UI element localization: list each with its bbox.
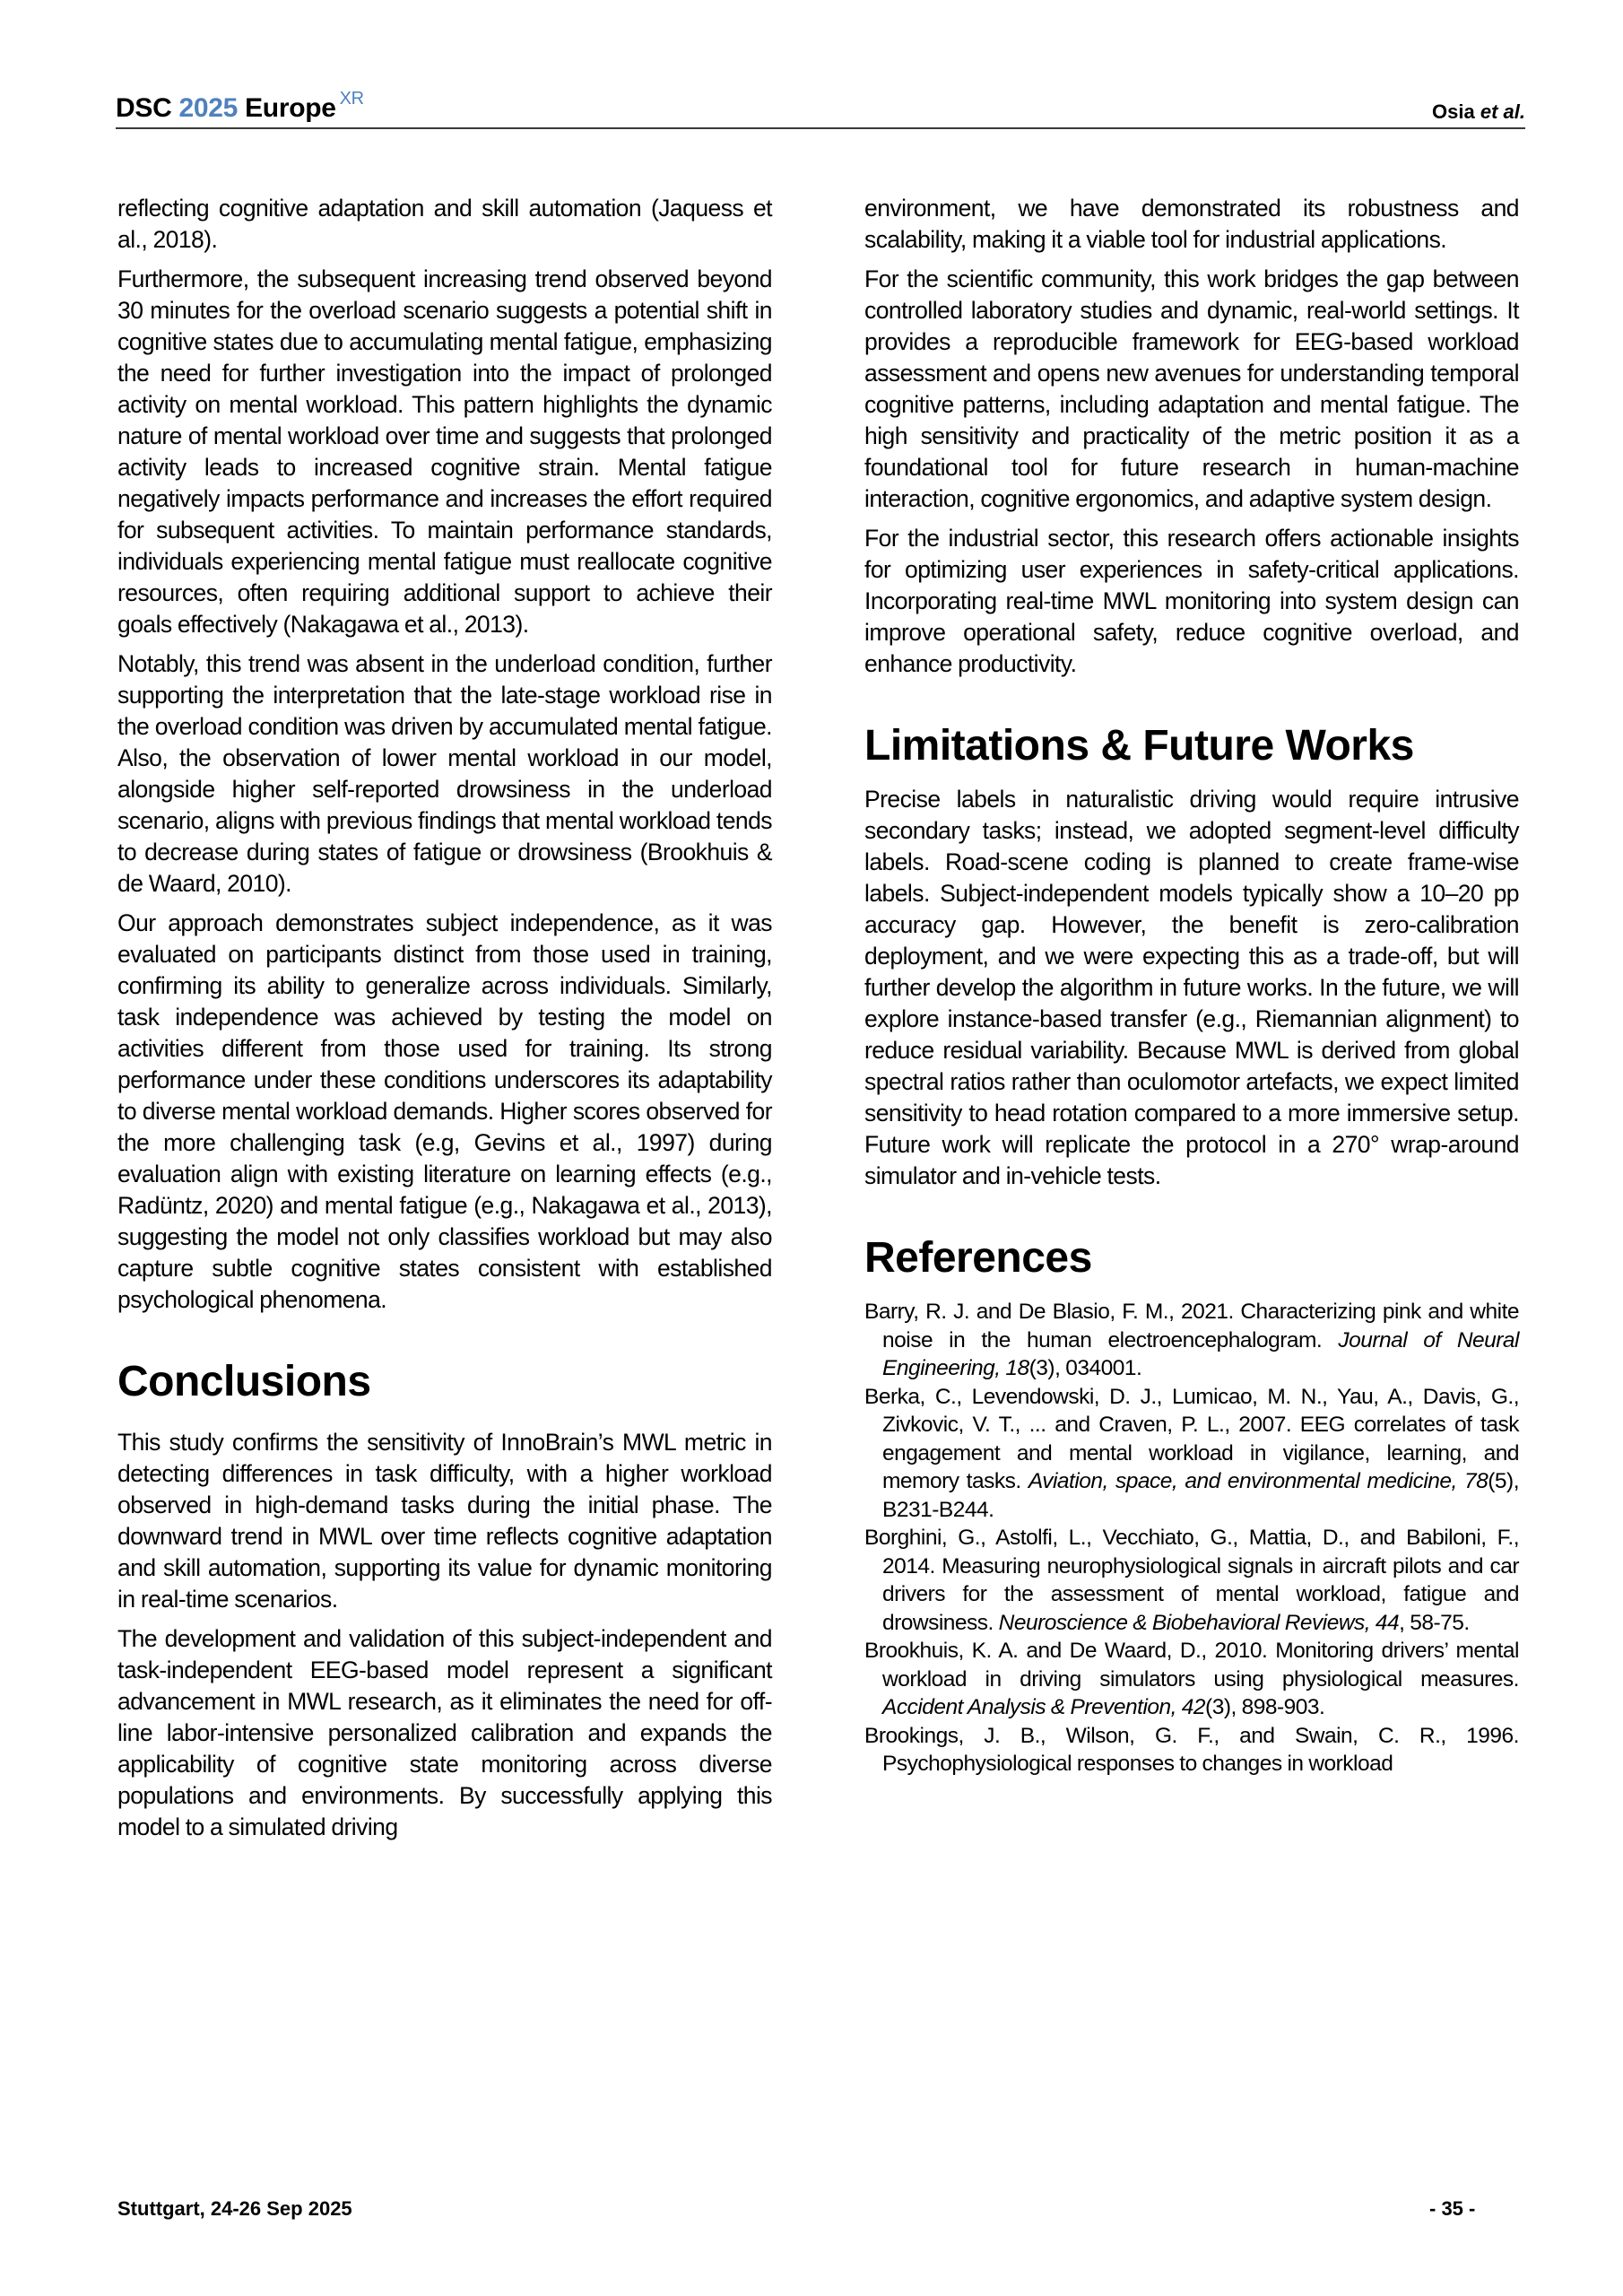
- conference-prefix: DSC: [116, 93, 172, 123]
- page-number: - 35 -: [1429, 2197, 1476, 2220]
- body-paragraph: Furthermore, the subsequent increasing trend observed beyond 30 minutes for the overload scenario suggests a potential shift in cognitive states due to accumulating mental fatigue, emphasizing the need for further investigation into the impact of prolonged activity on mental workload. This pattern highlights the dynamic nature of mental workload over time and suggests that prolonged activity leads to increased cognitive strain. Mental fatigue negatively impacts performance and increases the effort required for subsequent activities. To maintain performance standards, individuals experiencing mental fatigue must reallocate cognitive resources, often requiring additional support to achieve their goals effectively (Nakagawa et al., 2013).: [117, 265, 772, 638]
- body-paragraph: The development and validation of this subject-independent and task-independent EEG-based model represent a significant advancement in MWL research, as it eliminates the need for off-line labor-intensive personalized calibration and expands the applicability of cognitive state monitoring across diverse populations and environments. By successfully applying this model to a simulated driving: [117, 1625, 772, 1840]
- body-paragraph: This study confirms the sensitivity of InnoBrain’s MWL metric in detecting differences in task difficulty, with a higher workload observed in high-demand tasks during the initial phase. The downward trend in MWL over time reflects cognitive adaptation and skill automation, supporting its value for dynamic monitoring in real-time scenarios.: [117, 1429, 772, 1613]
- running-authors: [1432, 100, 1525, 124]
- reference-journal: Accident Analysis & Prevention, 42: [882, 1695, 1206, 1719]
- body-paragraph: Notably, this trend was absent in the underload condition, further supporting the interpretation that the late-stage workload rise in the overload condition was driven by accumulated mental fatigue. Also, the observation of lower mental workload in our model, alongside higher self-reported drowsiness in the underload scenario, aligns with previous findings that mental workload tends to decrease during states of fatigue or drowsiness (Brookhuis & de Waard, 2010).: [117, 650, 772, 897]
- right-column: [864, 193, 1519, 1779]
- body-paragraph: environment, we have demonstrated its robustness and scalability, making it a viable tool for industrial applications.: [864, 195, 1519, 253]
- reference-details: (3), 034001.: [1028, 1356, 1142, 1380]
- page-header: [116, 90, 1525, 129]
- reference-details: (5), B231-B244.: [882, 1469, 1519, 1522]
- reference-details: , 58-75.: [1399, 1610, 1470, 1635]
- conference-title: [116, 89, 364, 124]
- conference-year: 2025: [178, 93, 239, 123]
- reference-authors: Brookhuis, K. A. and De Waard, D., 2010. Monitoring drivers’ mental workload in driving simulators using physiological measures.: [864, 1639, 1519, 1692]
- footer-location-date: Stuttgart, 24-26 Sep 2025: [117, 2197, 352, 2220]
- reference-authors: Barry, R. J. and De Blasio, F. M., 2021. Characterizing pink and white noise in the human electroencephalogram.: [864, 1300, 1519, 1352]
- reference-authors: Borghini, G., Astolfi, L., Vecchiato, G., Mattia, D., and Babiloni, F., 2014. Measuring neurophysiological signals in aircraft pilots and car drivers for the assessment of mental workload, fatigue and drowsiness.: [864, 1526, 1519, 1635]
- section-heading-conclusions: Conclusions: [117, 1358, 371, 1405]
- author-name: Osia: [1432, 100, 1475, 123]
- reference-journal: Journal of Neural Engineering, 18: [882, 1327, 1519, 1380]
- reference-item: [864, 1524, 1519, 1637]
- reference-authors: Berka, C., Levendowski, D. J., Lumicao, M. N., Yau, A., Davis, G., Zivkovic, V. T., ... and Craven, P. L., 2007. EEG correlates of task engagement and mental workload in vigilance, learning, and memory tasks.: [864, 1384, 1519, 1493]
- reference-item: [864, 1383, 1519, 1525]
- reference-authors: Brookings, J. B., Wilson, G. F., and Swain, C. R., 1996. Psychophysiological responses to changes in workload: [864, 1723, 1519, 1776]
- conference-superscript: XR: [339, 89, 364, 109]
- reference-journal: Neuroscience & Biobehavioral Reviews, 44: [998, 1610, 1400, 1635]
- reference-item: [864, 1298, 1519, 1383]
- section-heading-references: References: [864, 1234, 1092, 1282]
- left-column: [117, 193, 772, 1851]
- body-paragraph: For the industrial sector, this research offers actionable insights for optimizing user experiences in safety-critical applications. Incorporating real-time MWL monitoring into system design can improve operational safety, reduce cognitive overload, and enhance productivity.: [864, 525, 1519, 677]
- reference-journal: Aviation, space, and environmental medicine, 78: [1028, 1469, 1488, 1493]
- body-paragraph: For the scientific community, this work bridges the gap between controlled laboratory studies and dynamic, real-world settings. It provides a reproducible framework for EEG-based workload assessment and opens new avenues for understanding temporal cognitive patterns, including adaptation and mental fatigue. The high sensitivity and practicality of the metric position it as a foundational tool for future research in human-machine interaction, cognitive ergonomics, and adaptive system design.: [864, 265, 1519, 512]
- reference-details: (3), 898-903.: [1205, 1695, 1325, 1719]
- reference-list: [864, 1298, 1519, 1779]
- reference-item: [864, 1637, 1519, 1722]
- conference-region: Europe: [245, 93, 336, 123]
- reference-item: [864, 1722, 1519, 1779]
- author-etal: et al.: [1480, 100, 1525, 123]
- body-paragraph: Our approach demonstrates subject independence, as it was evaluated on participants distinct from those used in training, confirming its ability to generalize across individuals. Similarly, task independence was achieved by testing the model on activities different from those used for training. Its strong performance under these conditions underscores its adaptability to diverse mental workload demands. Higher scores observed for the more challenging task (e.g, Gevins et al., 1997) during evaluation align with existing literature on learning effects (e.g., Radüntz, 2020) and mental fatigue (e.g., Nakagawa et al., 2013), suggesting the model not only classifies workload but may also capture subtle cognitive states consistent with established psychological phenomena.: [117, 909, 772, 1313]
- body-paragraph: Precise labels in naturalistic driving would require intrusive secondary tasks; instead, we adopted segment-level difficulty labels. Road-scene coding is planned to create frame-wise labels. Subject-independent models typically show a 10–20 pp accuracy gap. However, the benefit is zero-calibration deployment, and we were expecting this as a trade-off, but will further develop the algorithm in future works. In the future, we will explore instance-based transfer (e.g., Riemannian alignment) to reduce residual variability. Because MWL is derived from global spectral ratios rather than oculomotor artefacts, we expect limited sensitivity to head rotation compared to a more immersive setup. Future work will replicate the protocol in a 270° wrap-around simulator and in-vehicle tests.: [864, 786, 1519, 1189]
- body-paragraph: reflecting cognitive adaptation and skill automation (Jaquess et al., 2018).: [117, 195, 772, 253]
- section-heading-limitations: Limitations & Future Works: [864, 722, 1414, 770]
